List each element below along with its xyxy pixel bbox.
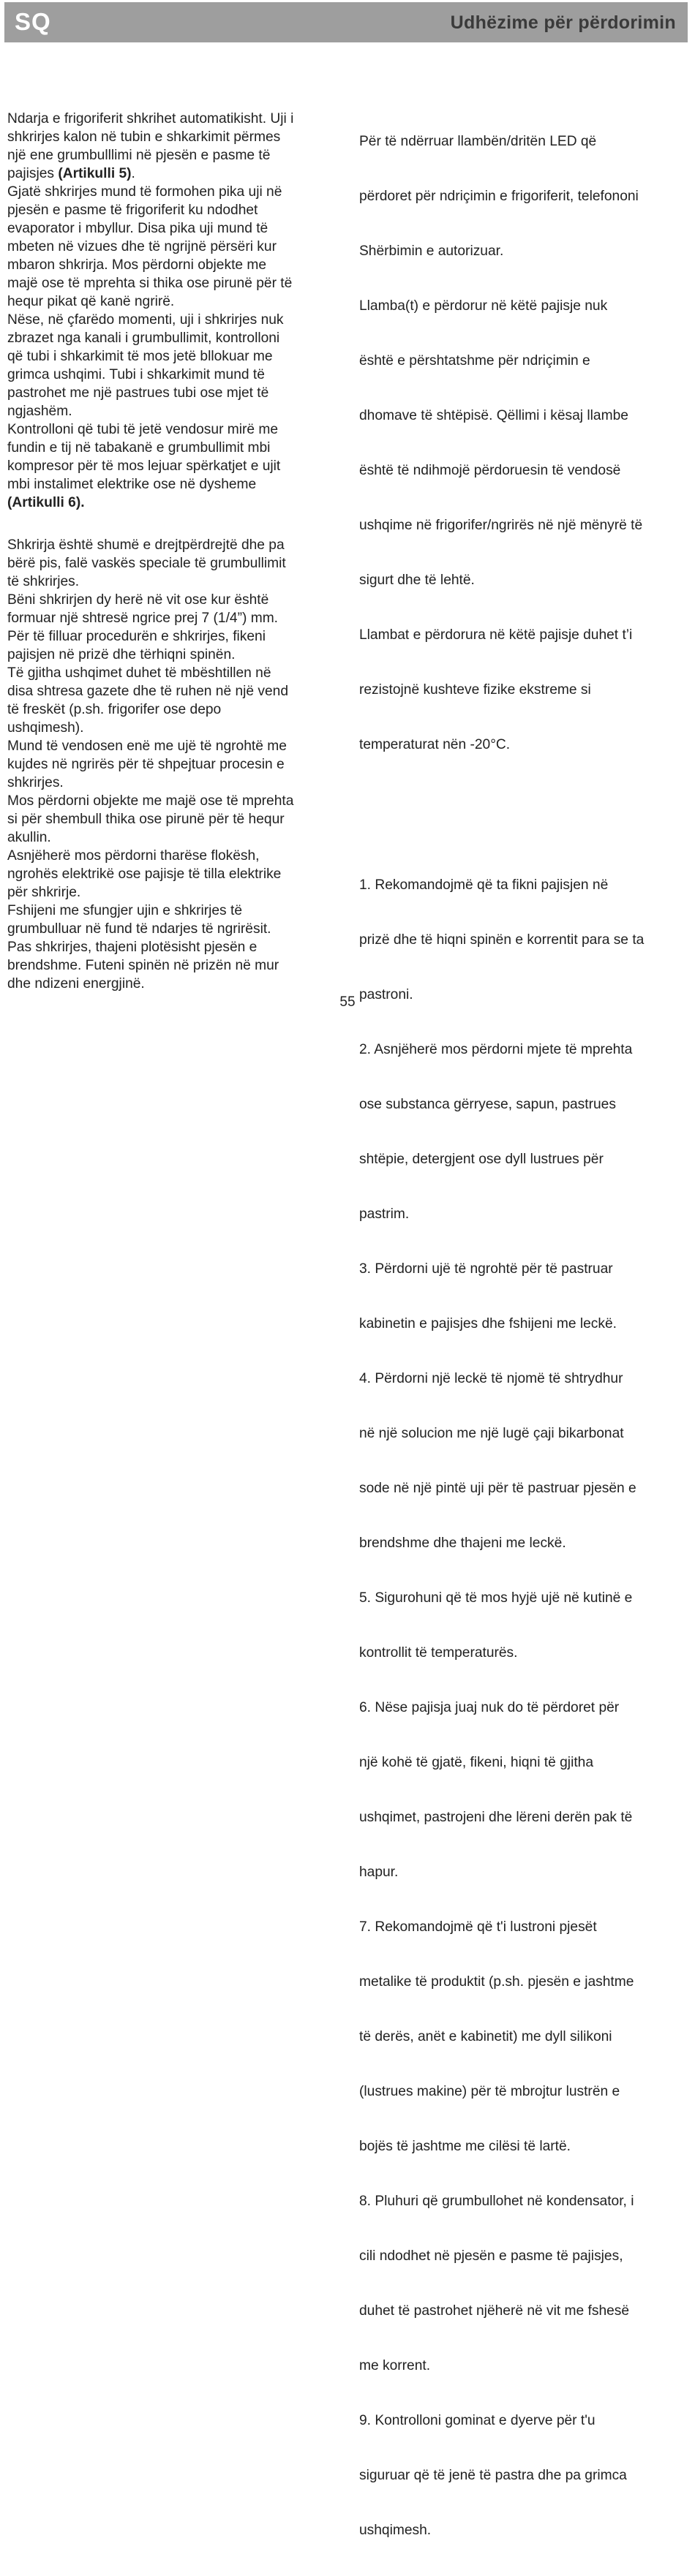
text-line: Llamba(t) e përdorur në këtë pajisje nuk	[359, 298, 608, 314]
text-line: Fshijeni me sfungjer ujin e shkrirjes të	[7, 903, 242, 918]
text-line: ose substanca gërryese, sapun, pastrues	[359, 1097, 616, 1112]
text-line: grimca ushqimi. Tubi i shkarkimit mund të	[7, 367, 265, 382]
text-line: kabinetin e pajisjes dhe fshijeni me leckë.	[359, 1316, 617, 1332]
text-line: ngjashëm.	[7, 404, 72, 419]
text-line: Llambat e përdorura në këtë pajisje duhet t’i	[359, 627, 633, 643]
text-line: 6. Nëse pajisja juaj nuk do të përdoret për	[359, 1700, 620, 1715]
text-line: shkrirjes.	[7, 775, 64, 790]
text-line: siguruar që të jenë të pastra dhe pa grimca	[359, 2468, 627, 2483]
text-line: Për të filluar procedurën e shkrirjes, fikeni	[7, 629, 266, 644]
text-line: 4. Përdorni një leckë të njomë të shtrydhur	[359, 1371, 623, 1386]
text-span: pajisjes	[7, 166, 59, 181]
text-line: cili ndodhet në pjesën e pasme të pajisjes,	[359, 2248, 623, 2264]
text-line: shkrirjes kalon në tubin e shkarkimit përmes	[7, 129, 281, 145]
text-line: evaporator i mbyllur. Disa pika uji mund të	[7, 221, 268, 236]
text-line: Nëse, në çfarëdo momenti, uji i shkrirjes nuk	[7, 312, 284, 328]
text-line: metalike të produktit (p.sh. pjesën e jashtme	[359, 1974, 634, 1990]
text-line: hequr pikat që kanë ngrirë.	[7, 294, 175, 309]
text-line: është e përshtatshme për ndriçimin e	[359, 353, 590, 369]
text-line: dhomave të shtëpisë. Qëllimi i kësaj llambe	[359, 408, 628, 423]
text-line: Bëni shkrirjen dy herë në vit ose kur është	[7, 592, 269, 608]
text-line: ushqimesh).	[7, 720, 84, 736]
text-line: rezistojnë kushteve fizike ekstreme si	[359, 682, 591, 698]
text-line: temperaturat nën -20°C.	[359, 737, 511, 752]
spacer	[7, 512, 337, 536]
text-line: pastrim.	[359, 1206, 410, 1222]
text-line: Ndarja e frigoriferit shkrihet automatikisht. Uji i	[7, 111, 294, 126]
text-line: Shërbimin e autorizuar.	[359, 243, 504, 259]
text-line: ngrohës elektrikë ose pajisje të tilla elektrike	[7, 866, 282, 882]
text-line: të freskët (p.sh. frigorifer ose depo	[7, 702, 222, 717]
text-line: një ene grumbulllimi në pjesën e pasme të	[7, 148, 271, 163]
text-line: 3. Përdorni ujë të ngrohtë për të pastruar	[359, 1261, 613, 1277]
text-line: hapur.	[359, 1865, 399, 1880]
text-line	[7, 494, 337, 512]
freezer-defrost-paragraph	[7, 536, 337, 993]
text-line: Të gjitha ushqimet duhet të mbështillen në	[7, 665, 271, 681]
text-line: një kohë të gjatë, fikeni, hiqni të gjitha	[359, 1755, 594, 1770]
drain-paragraph	[7, 183, 337, 512]
text-line: mbaron shkrirja. Mos përdorni objekte me	[7, 257, 267, 273]
text-line: ushqime në frigorifer/ngrirës në një mënyrë të	[359, 518, 643, 533]
text-line: Mos përdorni objekte me majë ose të mprehta	[7, 793, 294, 809]
text-line: si për shembull thika ose pirunë për të hequr	[7, 812, 285, 827]
text-line: për shkrirje.	[7, 885, 81, 900]
text-line: mbeten në vizues dhe të ngrijnë përsëri kur	[7, 239, 277, 254]
text-line: ushqimet, pastrojeni dhe lëreni derën pak të	[359, 1810, 633, 1825]
text-line: dhe ndizeni energjinë.	[7, 976, 145, 992]
text-line: Kontrolloni që tubi të jetë vendosur mirë me	[7, 422, 279, 437]
led-lamp-paragraph	[359, 96, 686, 790]
text-line: akullin.	[7, 830, 51, 845]
text-line: fundin e tij në tabakanë e grumbullimit mbi	[7, 440, 271, 456]
text-line: duhet të pastrohet njëherë në vit me fshesë	[359, 2303, 630, 2319]
text-line: kujdes në ngrirës për të shpejtuar procesin e	[7, 757, 285, 772]
text-line: sigurt dhe të lehtë.	[359, 573, 475, 588]
text-line: pajisjen në prizë dhe tërhiqni spinën.	[7, 647, 236, 662]
text-line: formuar një shtresë ngrice prej 7 (1/4”) mm.	[7, 611, 279, 626]
text-line: është të ndihmojë përdoruesin të vendosë	[359, 463, 621, 478]
text-line: disa shtresa gazete dhe të ruhen në një vend	[7, 684, 289, 699]
text-line: Shkrirja është shumë e drejtpërdrejtë dhe pa	[7, 537, 285, 553]
article-ref-5: (Artikulli 5)	[58, 166, 132, 181]
text-line: pastrohet me një pastrues tubi ose mjet të	[7, 385, 269, 401]
text-line: (lustrues makine) për të mbrojtur lustrën e	[359, 2084, 620, 2099]
text-line: përdoret për ndriçimin e frigoriferit, telefononi	[359, 189, 639, 204]
text-line: 2. Asnjëherë mos përdorni mjete të mprehta	[359, 1042, 633, 1057]
text-line: majë ose të mprehta si thika ose pirunë për të	[7, 276, 293, 291]
left-column	[7, 110, 337, 993]
text-line: grumbulluar në fund të ndarjes të ngrirësit.	[7, 921, 271, 937]
text-line: që tubi i shkarkimit të mos jetë bllokuar me	[7, 349, 273, 364]
text-line: pastroni.	[359, 987, 413, 1002]
text-span: .	[131, 166, 135, 181]
page-number: 55	[339, 994, 356, 1010]
document-title: Udhëzime për përdorimin	[450, 12, 676, 33]
text-line: prizë dhe të hiqni spinën e korrentit para se ta	[359, 932, 645, 948]
text-line: të derës, anët e kabinetit) me dyll silikoni	[359, 2029, 612, 2044]
right-column	[359, 96, 686, 2576]
article-ref-6: (Artikulli 6).	[7, 495, 85, 510]
text-line: 9. Kontrolloni gominat e dyerve për t'u	[359, 2413, 596, 2428]
text-line: Gjatë shkrirjes mund të formohen pika uji në	[7, 184, 282, 200]
text-line: mbi instalimet elektrike ose në dysheme	[7, 477, 257, 492]
text-line: kontrollit të temperaturës.	[359, 1645, 518, 1661]
text-line: brendshme. Futeni spinën në prizën në mur	[7, 958, 279, 973]
text-line: Për të ndërruar llambën/dritën LED që	[359, 134, 597, 149]
text-line: bojës të jashtme me cilësi të lartë.	[359, 2139, 571, 2154]
text-line: ushqimesh.	[359, 2523, 432, 2538]
text-line: Pas shkrirjes, thajeni plotësisht pjesën e	[7, 940, 258, 955]
language-code: SQ	[15, 8, 51, 35]
header-bar	[4, 2, 688, 42]
text-line: shtëpie, detergjent ose dyll lustrues për	[359, 1152, 604, 1167]
text-line: 7. Rekomandojmë që t'i lustroni pjesët	[359, 1919, 597, 1935]
text-line: 8. Pluhuri që grumbullohet në kondensator, i	[359, 2194, 634, 2209]
text-line: bërë pis, falë vaskës speciale të grumbullimit	[7, 556, 286, 571]
text-line: të shkrirjes.	[7, 574, 80, 589]
text-line: kompresor për të mos lejuar spërkatjet e ujit	[7, 458, 281, 474]
text-line: në një solucion me një lugë çaji bikarbonat	[359, 1426, 624, 1441]
spacer	[359, 790, 686, 839]
text-line: me korrent.	[359, 2358, 431, 2373]
text-line: brendshme dhe thajeni me leckë.	[359, 1536, 566, 1551]
text-line: zbrazet nga kanali i grumbullimit, kontrolloni	[7, 331, 280, 346]
text-line: Mund të vendosen enë me ujë të ngrohtë me	[7, 739, 287, 754]
text-line: Asnjëherë mos përdorni tharëse flokësh,	[7, 848, 260, 864]
defrost-paragraph	[7, 110, 337, 183]
text-line: 5. Sigurohuni që të mos hyjë ujë në kutinë e	[359, 1590, 633, 1606]
text-line: sode në një pintë uji për të pastruar pjesën e	[359, 1481, 636, 1496]
text-line: pjesën e pasme të frigoriferit ku ndodhet	[7, 203, 258, 218]
text-line: 1. Rekomandojmë që ta fikni pajisjen në	[359, 877, 609, 893]
cleaning-list	[359, 839, 686, 2576]
text-line	[7, 165, 337, 183]
